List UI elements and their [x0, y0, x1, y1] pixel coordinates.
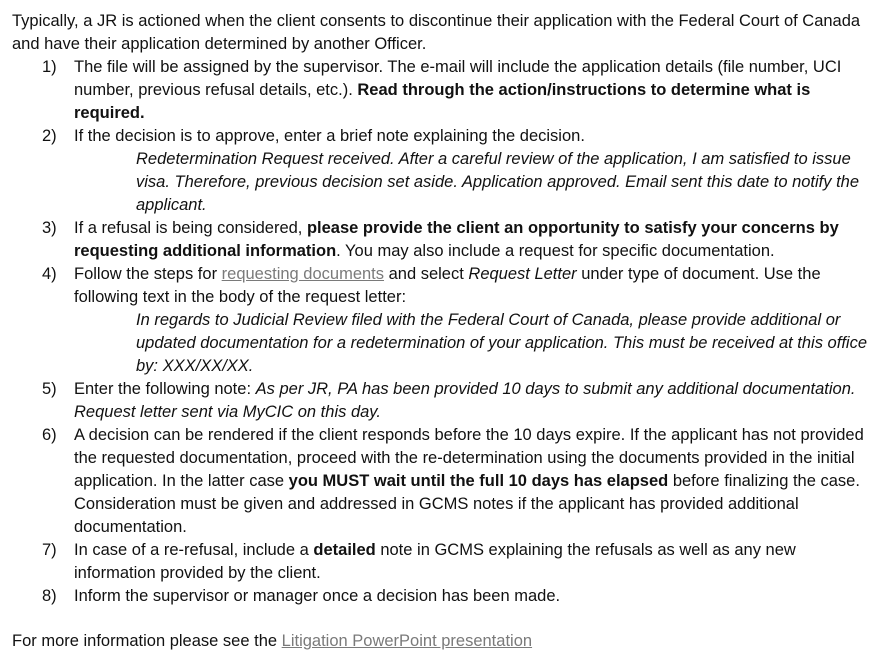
item-text: note in GCMS explaining the refusals as well as any new information provided by the client.: [74, 541, 796, 582]
item-bold-text: Read through the action/instructions to determine what is required.: [74, 81, 811, 122]
litigation-presentation-link[interactable]: Litigation PowerPoint presentation: [281, 632, 533, 650]
item-italic-text: As per JR, PA has been provided 10 days to submit any additional documentation. Request letter sent via MyCIC on this day.: [74, 380, 856, 421]
request-letter-quote: In regards to Judicial Review filed with the Federal Court of Canada, please provide additional or updated documentation for a redetermination of your application. This must be received at this office by: XXX/XX/XX.: [136, 311, 867, 375]
item-text: If the decision is to approve, enter a brief note explaining the decision.: [74, 127, 585, 145]
list-item-3: [12, 217, 874, 263]
item-bold-text: detailed: [313, 541, 376, 559]
footer-text: For more information please see the: [12, 632, 282, 650]
item-text: . You may also include a request for specific documentation.: [336, 242, 775, 260]
item-text: Enter the following note:: [74, 380, 256, 398]
item-number: 1): [42, 58, 57, 76]
item-text: Inform the supervisor or manager once a decision has been made.: [74, 587, 561, 605]
item-text: If a refusal is being considered,: [74, 219, 307, 237]
steps-list: [12, 56, 874, 608]
item-text: A decision can be rendered if the client responds before the 10 days expire. If the applicant has not provided the requested documentation, proceed with the re-determination using the documents provided in the initial application. In the latter case: [74, 426, 864, 490]
list-item-5: [12, 378, 874, 424]
footer-paragraph: [12, 630, 874, 653]
requesting-documents-link[interactable]: requesting documents: [221, 265, 385, 283]
item-number: 2): [42, 127, 57, 145]
item-text: under type of document. Use the following text in the body of the request letter:: [74, 265, 821, 306]
approval-note-quote: Redetermination Request received. After a careful review of the application, I am satisfied to issue visa. Therefore, previous decision set aside. Application approved. Email sent this date to notify the applicant.: [136, 150, 860, 214]
item-bold-text: you MUST wait until the full 10 days has elapsed: [288, 472, 669, 490]
item-text: before finalizing the case. Consideration must be given and addressed in GCMS notes if the applicant has provided additional documentation.: [74, 472, 860, 536]
item-text: and select: [384, 265, 469, 283]
item-number: 6): [42, 426, 57, 444]
item-bold-text: please provide the client an opportunity to satisfy your concerns by requesting additional information: [74, 219, 839, 260]
item-number: 3): [42, 219, 57, 237]
item-number: 7): [42, 541, 57, 559]
list-item-7: [12, 539, 874, 585]
list-item-8: [12, 585, 874, 608]
list-item-2: [12, 125, 874, 217]
list-item-1: [12, 56, 874, 125]
item-text: The file will be assigned by the supervisor. The e-mail will include the application details (file number, UCI number, previous refusal details, etc.).: [74, 58, 842, 99]
item-text: In case of a re-refusal, include a: [74, 541, 314, 559]
item-text: Follow the steps for: [74, 265, 222, 283]
list-item-6: [12, 424, 874, 539]
item-italic-text: Request Letter: [468, 265, 577, 283]
item-number: 5): [42, 380, 57, 398]
intro-paragraph: Typically, a JR is actioned when the client consents to discontinue their application with the Federal Court of Canada and have their application determined by another Officer.: [12, 12, 861, 53]
item-number: 8): [42, 587, 57, 605]
list-item-4: [12, 263, 874, 378]
item-number: 4): [42, 265, 57, 283]
